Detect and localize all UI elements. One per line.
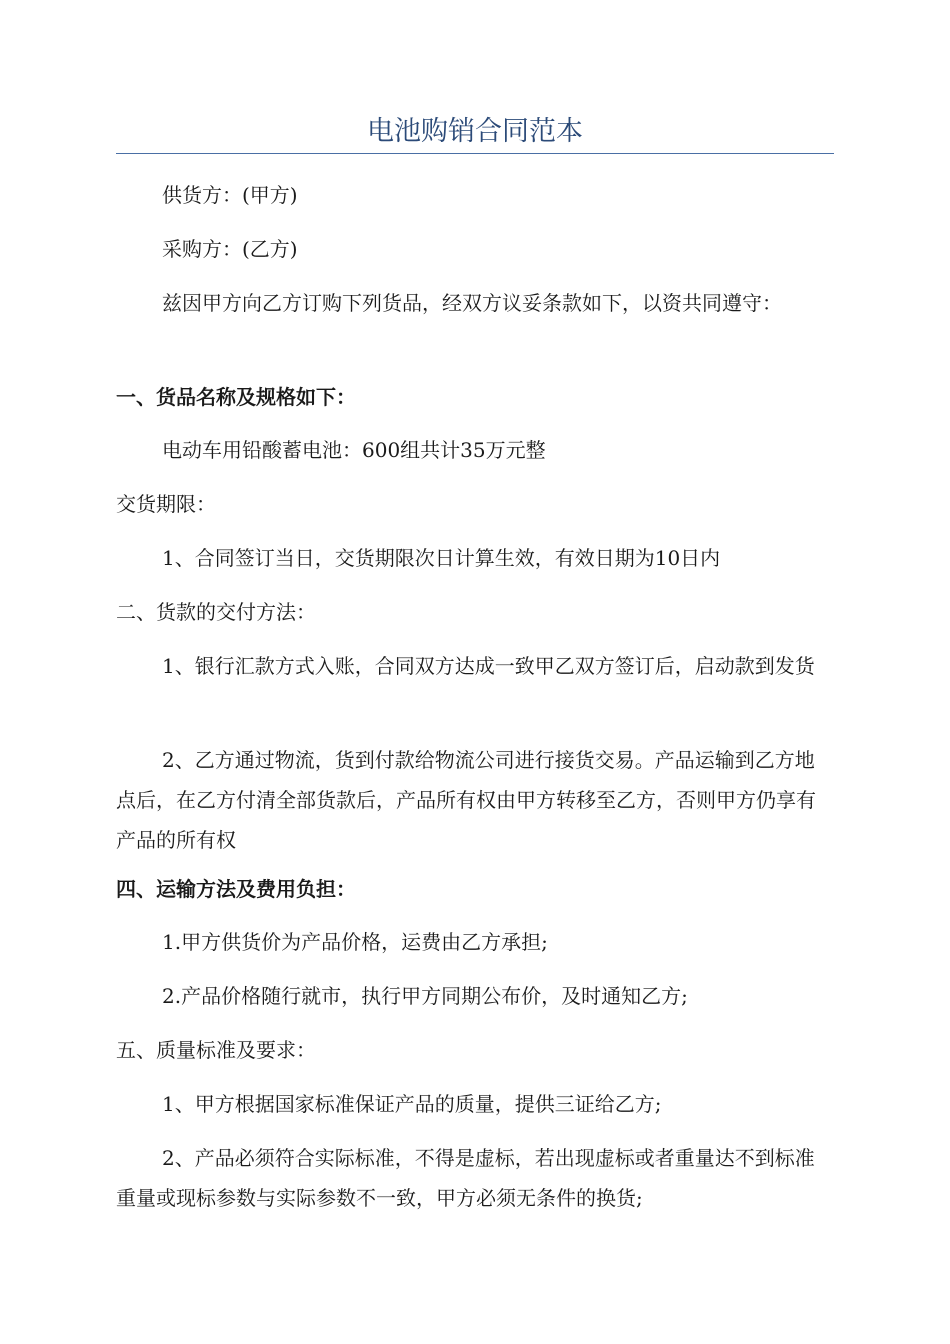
payment-item-2: 2、乙方通过物流，货到付款给物流公司进行接货交易。产品运输到乙方地点后，在乙方付清全部货款后，产品所有权由甲方转移至乙方，否则甲方仍享有产品的所有权 [116,748,816,852]
quality-item-2: 2、产品必须符合实际标准，不得是虚标，若出现虚标或者重量达不到标准重量或现标参数与实际参数不一致，甲方必须无条件的换货; [116,1146,815,1210]
payment-item-1: 1、银行汇款方式入账，合同双方达成一致甲乙双方签订后，启动款到发货 [162,654,815,678]
section-4-heading: 四、运输方法及费用负担： [116,877,356,901]
transport-item-2: 2.产品价格随行就市，执行甲方同期公布价，及时通知乙方; [162,984,688,1008]
quality-item-1: 1、甲方根据国家标准保证产品的质量，提供三证给乙方; [162,1092,662,1116]
delivery-term-item-1: 1、合同签订当日，交货期限次日计算生效，有效日期为10日内 [162,546,721,570]
section-5-heading: 五、质量标准及要求： [116,1038,316,1062]
preamble-paragraph: 兹因甲方向乙方订购下列货品，经双方议妥条款如下，以资共同遵守： [162,291,782,315]
buyer-line: 采购方：(乙方) [162,237,298,261]
title-underline [116,153,834,154]
supplier-line: 供货方：(甲方) [162,183,298,207]
transport-item-1: 1.甲方供货价为产品价格，运费由乙方承担; [162,930,548,954]
document-title: 电池购销合同范本 [367,116,583,147]
goods-description: 电动车用铅酸蓄电池：600组共计35万元整 [162,438,546,462]
delivery-term-heading: 交货期限： [116,492,216,516]
section-1-heading: 一、货品名称及规格如下： [116,385,356,409]
section-2-heading: 二、货款的交付方法： [116,600,316,624]
